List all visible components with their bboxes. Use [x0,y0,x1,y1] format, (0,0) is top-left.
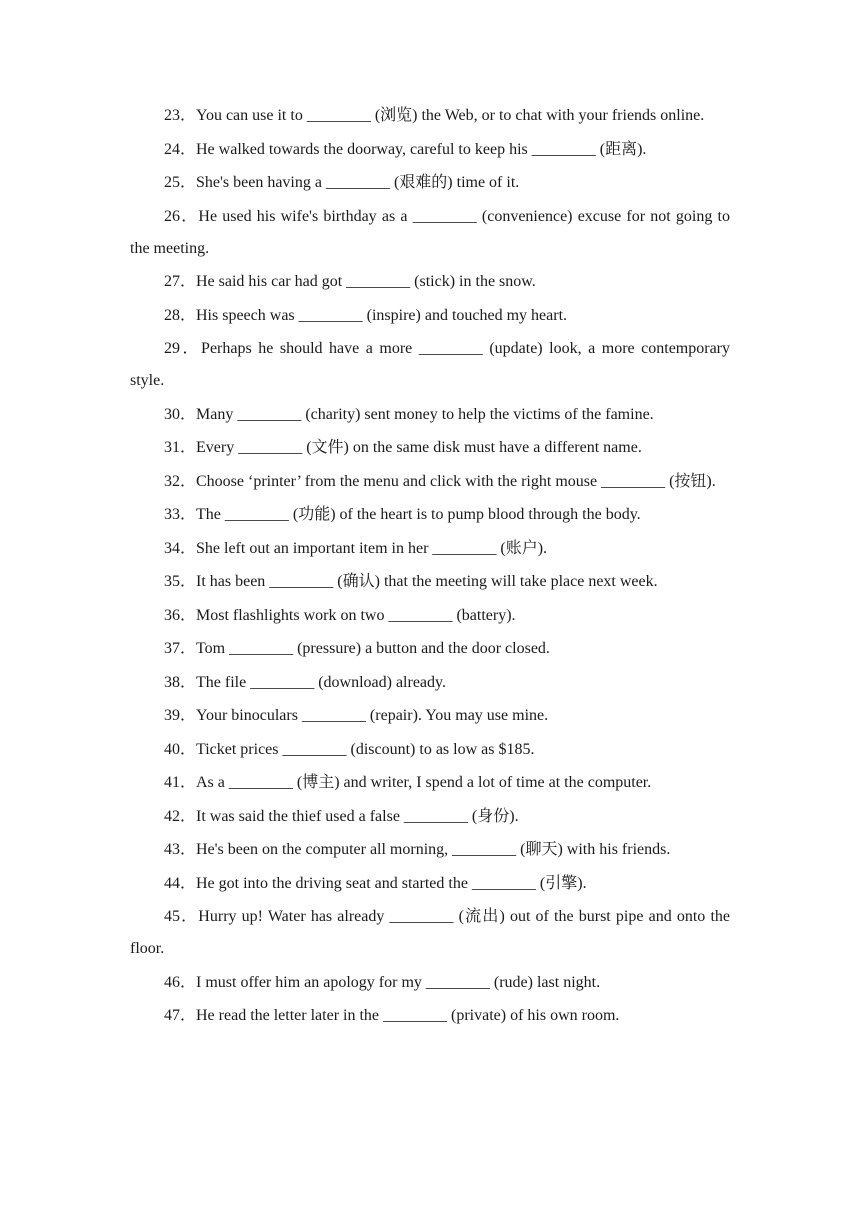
exercise-item-39: 39．Your binoculars ________ (repair). You may use mine. [164,707,549,724]
exercise-item-37: 37．Tom ________ (pressure) a button and the door closed. [164,640,550,657]
exercise-item-41: 41．As a ________ (博主) and writer, I spend a lot of time at the computer. [164,774,652,791]
exercise-item-35: 35．It has been ________ (确认) that the meeting will take place next week. [164,573,658,590]
exercise-item-30: 30．Many ________ (charity) sent money to help the victims of the famine. [164,405,654,423]
exercise-item-44: 44．He got into the driving seat and started the ________ (引擎). [164,874,587,892]
exercise-item-24: 24．He walked towards the doorway, careful to keep his ________ (距离). [164,140,647,158]
exercise-item-34: 34．She left out an important item in her ________ (账户). [164,539,548,557]
exercise-item-27: 27．He said his car had got ________ (stick) in the snow. [164,273,536,290]
exercise-item-25: 25．She's been having a ________ (艰难的) time of it. [164,174,520,191]
exercise-item-26: 26．He used his wife's birthday as a ________ (convenience) excuse for not going to the meeting. [130,207,731,257]
exercise-item-29: 29．Perhaps he should have a more ________ (update) look, a more contemporary style. [130,340,730,389]
exercise-item-33: 33．The ________ (功能) of the heart is to pump blood through the body. [164,506,641,523]
exercise-item-40: 40．Ticket prices ________ (discount) to as low as $185. [164,740,535,758]
exercise-item-47: 47．He read the letter later in the ________ (private) of his own room. [164,1007,620,1024]
exercise-item-32: 32．Choose ‘printer’ from the menu and click with the right mouse ________ (按钮). [164,472,716,490]
exercise-item-28: 28．His speech was ________ (inspire) and touched my heart. [164,306,568,324]
exercise-item-43: 43．He's been on the computer all morning, ________ (聊天) with his friends. [164,841,671,858]
exercise-item-36: 36．Most flashlights work on two ________ (battery). [164,606,516,624]
exercise-item-23: 23．You can use it to ________ (浏览) the Web, or to chat with your friends online. [164,107,705,124]
exercise-item-45: 45．Hurry up! Water has already ________ (流出) out of the burst pipe and onto the floor. [130,908,730,957]
exercise-item-46: 46．I must offer him an apology for my ________ (rude) last night. [164,973,601,991]
exercise-list [130,100,730,1034]
exercise-item-38: 38．The file ________ (download) already. [164,673,446,691]
exercise-item-31: 31．Every ________ (文件) on the same disk must have a different name. [164,439,642,456]
exercise-item-42: 42．It was said the thief used a false ________ (身份). [164,807,519,825]
